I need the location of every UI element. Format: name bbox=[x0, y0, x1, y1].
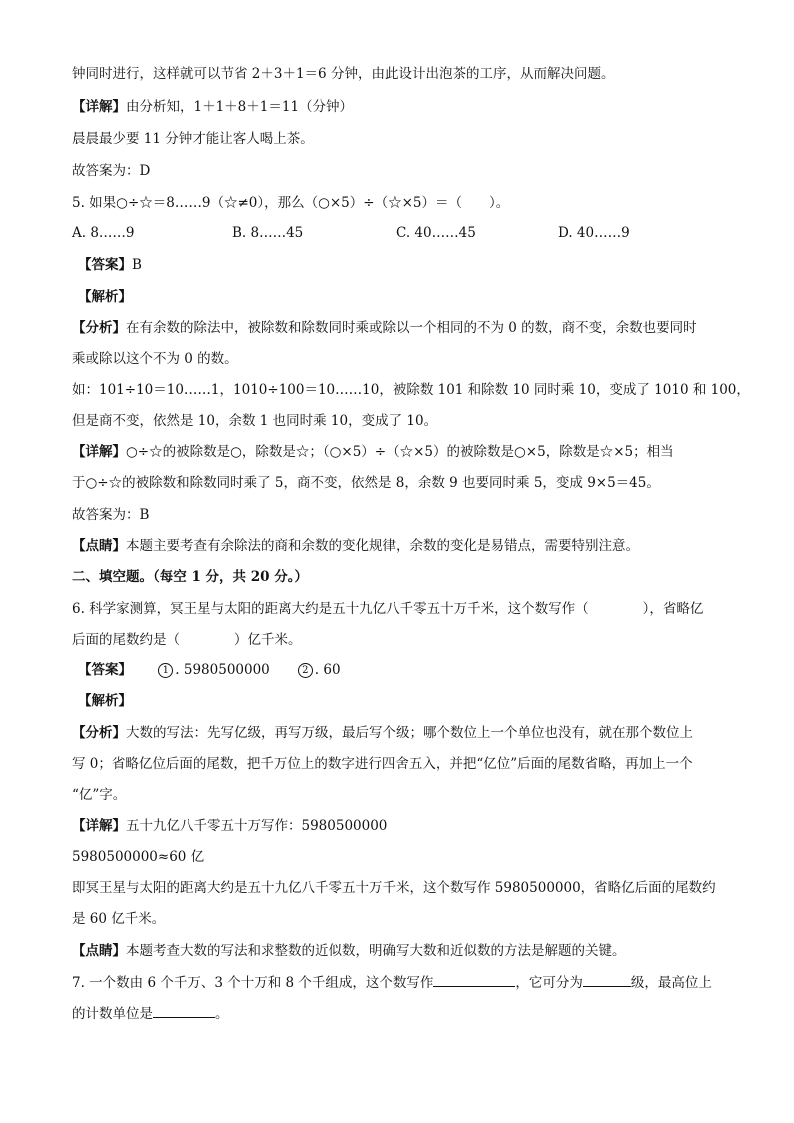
insight-line bbox=[72, 536, 639, 556]
detail-line bbox=[72, 97, 353, 117]
analysis-line: 乘或除以这个不为 0 的数。 bbox=[72, 351, 238, 367]
analysis-tag: 【分析】 bbox=[72, 320, 126, 336]
detail-tag: 【详解】 bbox=[72, 444, 126, 460]
section-heading: 二、填空题。（每空 1 分，共 20 分。） bbox=[72, 569, 308, 585]
summary-line: 即冥王星与太阳的距离大约是五十九亿八千零五十万千米，这个数写作 5980500000，省略亿后面的尾数约 bbox=[72, 880, 716, 896]
answer-blank[interactable] bbox=[583, 972, 631, 987]
detail-text: 由分析知，1＋1＋8＋1＝11（分钟） bbox=[126, 99, 354, 115]
question-text: 的计数单位是 bbox=[72, 1006, 153, 1022]
option-c: C. 40……45 bbox=[396, 225, 476, 241]
answer-value: . 5980500000 bbox=[175, 662, 270, 678]
example-line: 但是商不变，依然是 10，余数 1 也同时乘 10，变成了 10。 bbox=[72, 413, 438, 429]
answer-tag: 【答案】 bbox=[78, 662, 132, 678]
insight-tag: 【点睛】 bbox=[72, 538, 126, 554]
option-a: A. 8……9 bbox=[72, 225, 135, 241]
analysis-text: 在有余数的除法中，被除数和除数同时乘或除以一个相同的不为 0 的数，商不变，余数也要同时 bbox=[126, 320, 697, 336]
answer-statement: 故答案为：B bbox=[72, 507, 150, 523]
analysis-line: 写 0；省略亿位后面的尾数，把千万位上的数字进行四舍五入，并把“亿位”后面的尾数省略，再加上一个 bbox=[72, 756, 693, 772]
circled-number: 1 bbox=[158, 663, 173, 678]
detail-line: 于○÷☆的被除数和除数同时乘了 5，商不变，依然是 8，余数 9 也要同时乘 5，变成 9×5＝45。 bbox=[72, 475, 660, 491]
question-text: 。 bbox=[215, 1006, 229, 1022]
question-text: 7. 一个数由 6 个千万、3 个十万和 8 个千组成，这个数写作 bbox=[72, 975, 434, 991]
approx-line: 5980500000≈60 亿 bbox=[72, 849, 205, 865]
question-text: ，它可分为 bbox=[515, 975, 583, 991]
question-7-stem bbox=[72, 972, 712, 993]
summary-line: 是 60 亿千米。 bbox=[72, 911, 166, 927]
answer-blank[interactable] bbox=[153, 1003, 215, 1018]
example-line: 如：101÷10＝10……1，1010÷100＝10……10，被除数 101 和除数 10 同时乘 10，变成了 1010 和 100， bbox=[72, 382, 750, 398]
analysis-line bbox=[72, 318, 697, 338]
detail-text: ○÷☆的被除数是○，除数是☆；（○×5）÷（☆×5）的被除数是○×5，除数是☆×5；相当 bbox=[126, 444, 674, 460]
option-d: D. 40……9 bbox=[558, 225, 630, 241]
text-line: 晨晨最少要 11 分钟才能让客人喝上茶。 bbox=[72, 131, 314, 147]
question-text: 级，最高位上 bbox=[630, 975, 712, 991]
analysis-tag: 【分析】 bbox=[72, 725, 126, 741]
detail-text: 五十九亿八千零五十万写作：5980500000 bbox=[126, 818, 388, 834]
analysis-line: “亿”字。 bbox=[72, 787, 127, 803]
analysis-text: 大数的写法：先写亿级，再写万级，最后写个级；哪个数位上一个单位也没有，就在那个数位上 bbox=[126, 725, 693, 741]
detail-tag: 【详解】 bbox=[72, 99, 126, 115]
question-5-stem: 5. 如果○÷☆＝8……9（☆≠0），那么（○×5）÷（☆×5）＝（ ）。 bbox=[72, 195, 510, 211]
question-6-stem: 后面的尾数约是（ ）亿千米。 bbox=[72, 632, 302, 648]
detail-tag: 【详解】 bbox=[72, 818, 126, 834]
insight-line bbox=[72, 941, 626, 961]
detail-line bbox=[72, 816, 387, 836]
answer-statement: 故答案为：D bbox=[72, 163, 151, 179]
question-7-stem bbox=[72, 1003, 229, 1024]
answer-line bbox=[78, 255, 142, 275]
text-line: 钟同时进行，这样就可以节省 2＋3＋1＝6 分钟，由此设计出泡茶的工序，从而解决问题。 bbox=[72, 66, 615, 82]
analysis-heading: 【解析】 bbox=[78, 289, 132, 305]
insight-tag: 【点睛】 bbox=[72, 943, 126, 959]
analysis-heading: 【解析】 bbox=[78, 693, 132, 709]
circled-number: 2 bbox=[298, 663, 313, 678]
answer-value: . 60 bbox=[314, 662, 341, 678]
insight-text: 本题考查大数的写法和求整数的近似数，明确写大数和近似数的方法是解题的关键。 bbox=[126, 943, 626, 959]
detail-line bbox=[72, 442, 674, 462]
option-b: B. 8……45 bbox=[232, 225, 304, 241]
analysis-line bbox=[72, 723, 693, 743]
answer-blank[interactable] bbox=[433, 972, 515, 987]
answer-value: B bbox=[132, 257, 142, 273]
question-6-stem: 6. 科学家测算，冥王星与太阳的距离大约是五十九亿八千零五十万千米，这个数写作（ ），省略亿 bbox=[72, 601, 704, 617]
answer-line bbox=[78, 660, 341, 680]
answer-tag: 【答案】 bbox=[78, 257, 132, 273]
insight-text: 本题主要考查有余除法的商和余数的变化规律，余数的变化是易错点，需要特别注意。 bbox=[126, 538, 639, 554]
